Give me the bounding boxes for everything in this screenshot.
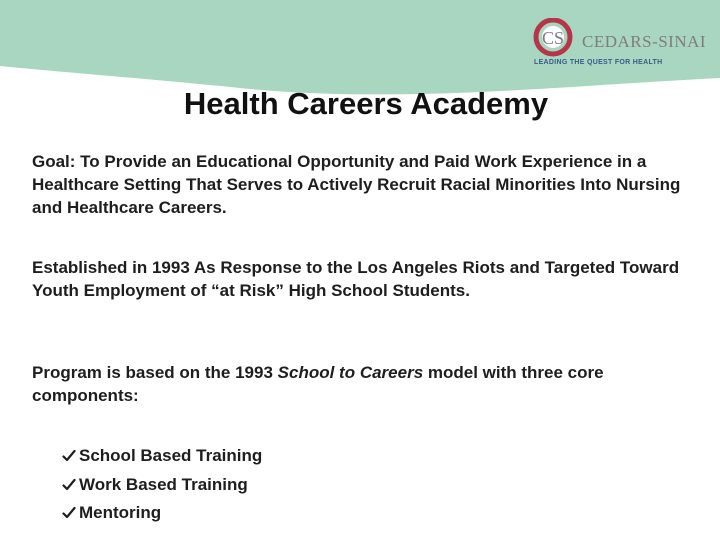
program-text-before: Program is based on the 1993: [32, 363, 278, 382]
program-text-after: model with three core components:: [32, 363, 604, 405]
check-icon: [62, 506, 76, 520]
list-item: [62, 471, 262, 500]
list-item-label: School Based Training: [79, 446, 263, 465]
list-item-label: Work Based Training: [79, 474, 248, 494]
logo-tagline: LEADING THE QUEST FOR HEALTH: [534, 59, 663, 66]
program-paragraph: [32, 361, 692, 407]
established-paragraph: Established in 1993 As Response to the Los Angeles Riots and Targeted Toward Youth Employment of “at Risk” High School Students.: [32, 258, 680, 300]
slide-title: Health Careers Academy: [183, 86, 549, 121]
cedars-sinai-logo: [532, 18, 707, 70]
logo-name: CEDARS-SINAI: [582, 32, 707, 51]
core-components-list: [62, 442, 262, 528]
logo-monogram-text: CS: [541, 28, 565, 48]
check-icon: [62, 478, 76, 492]
check-icon: [62, 449, 76, 463]
list-item-label: Mentoring: [79, 503, 162, 522]
program-model-name: School to Careers: [277, 363, 424, 382]
list-item: [62, 442, 262, 471]
logo-monogram-icon: [532, 18, 580, 60]
list-item: [62, 499, 262, 528]
goal-paragraph: Goal: To Provide an Educational Opportunity and Paid Work Experience in a Healthcare Setting That Serves to Actively Recruit Racial Minorities Into Nursing and Healthcare Careers.: [32, 152, 681, 217]
